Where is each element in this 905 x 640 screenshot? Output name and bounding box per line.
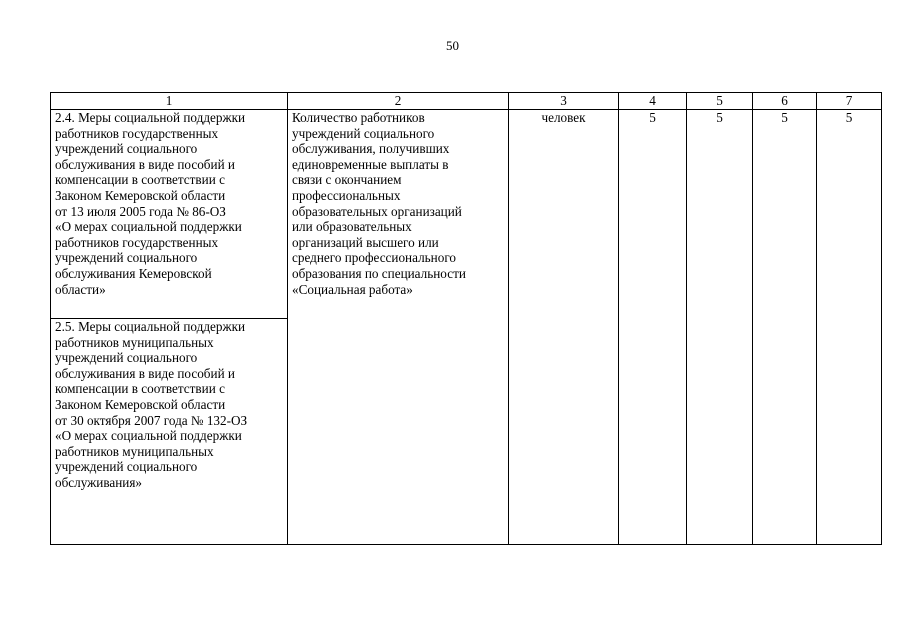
header-col-7: 7: [817, 93, 882, 110]
unit-cell: человек: [509, 110, 619, 545]
header-col-4: 4: [619, 93, 687, 110]
indicator-text: Количество работников учреждений социального обслуживания, получивших единовременные выплаты в связи с окончанием профессиональных образовательных организаций или образовательных организаций высшего или среднего профессионального образования по специальности «Социальная работа»: [292, 110, 466, 297]
value-cell-5: 5: [687, 110, 753, 545]
measure-cell: [51, 319, 288, 545]
measure-text: 2.4. Меры социальной поддержки работников государственных учреждений социального обслуживания в виде пособий и компенсации в соответствии с Законом Кемеровской области от 13 июля 2005 года № 86-ОЗ «О мерах социальной поддержки работников государственных учреждений социального обслуживания Кемеровской области»: [55, 110, 246, 297]
header-col-2: 2: [288, 93, 509, 110]
value-cell-4: 5: [619, 110, 687, 545]
header-col-6: 6: [753, 93, 817, 110]
measure-cell: [51, 110, 288, 319]
indicator-cell: [288, 110, 509, 545]
page-number: 50: [446, 38, 459, 53]
value-cell-6: 5: [753, 110, 817, 545]
value-cell-7: 5: [817, 110, 882, 545]
header-col-3: 3: [509, 93, 619, 110]
table-row: [51, 110, 882, 319]
header-col-5: 5: [687, 93, 753, 110]
header-col-1: 1: [51, 93, 288, 110]
measures-table: [50, 92, 882, 545]
measure-text: 2.5. Меры социальной поддержки работников муниципальных учреждений социального обслуживания в виде пособий и компенсации в соответствии с Законом Кемеровской области от 30 октября 2007 года № 132-ОЗ «О мерах социальной поддержки работников муниципальных учреждений социального обслуживания»: [55, 319, 248, 490]
header-row: [51, 93, 882, 110]
